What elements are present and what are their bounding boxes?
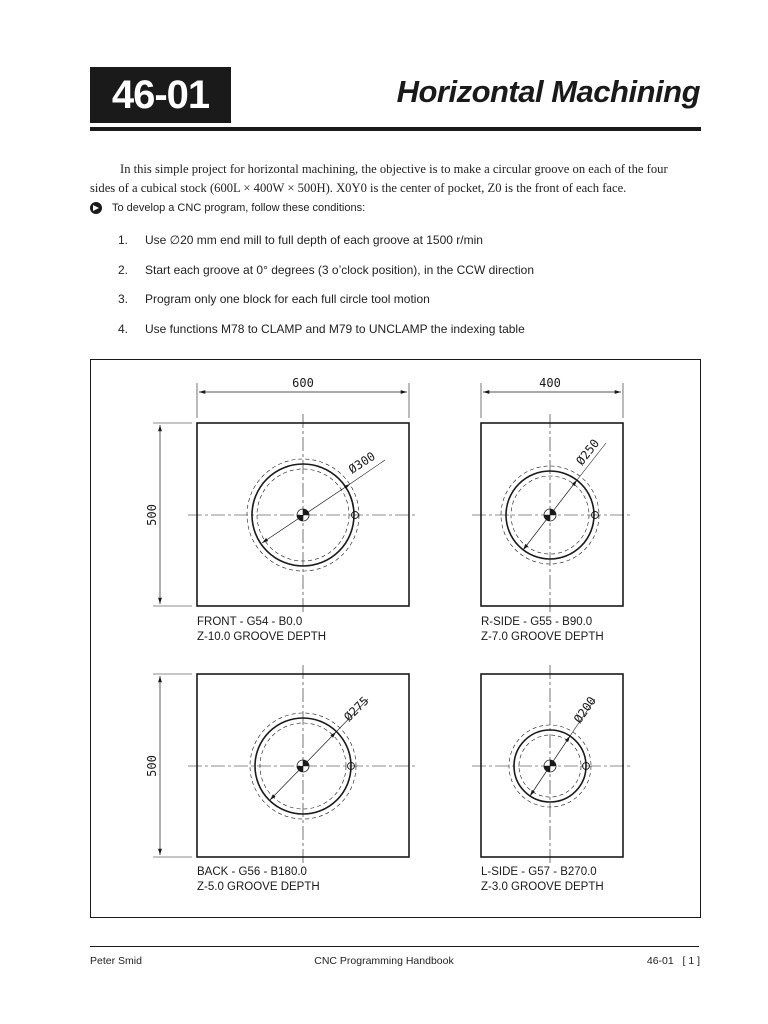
condition-number: 1. [118, 233, 129, 247]
bullet-text: To develop a CNC program, follow these conditions: [112, 202, 366, 214]
view-label-line2: Z-7.0 GROOVE DEPTH [481, 631, 604, 643]
footer-page-number: 46-01 [ 1 ] [646, 955, 700, 967]
footer-rule [90, 946, 699, 947]
intro-line-1: In this simple project for horizontal machining, the objective is to make a circular groove on each of the four [120, 162, 668, 176]
dim-height-top: 500 [145, 504, 159, 526]
diameter-label-back: Ø275 [341, 693, 372, 725]
view-label-line1: L-SIDE - G57 - B270.0 [481, 866, 597, 878]
l-side-view [472, 665, 632, 866]
condition-number: 3. [118, 292, 129, 306]
footer-book-title: CNC Programming Handbook [314, 955, 454, 967]
condition-number: 4. [118, 322, 129, 336]
intro-line-2: sides of a cubical stock (600L × 400W × 500H). X0Y0 is the center of pocket, Z0 is the front of each face. [90, 181, 627, 195]
view-label-lside [481, 865, 604, 895]
condition-text: Start each groove at 0° degrees (3 o’clock position), in the CCW direction [145, 263, 534, 277]
view-label-line1: R-SIDE - G55 - B90.0 [481, 616, 593, 628]
view-label-front [197, 615, 326, 645]
dim-height-bottom: 500 [145, 755, 159, 777]
r-side-view [472, 383, 632, 615]
view-label-line2: Z-5.0 GROOVE DEPTH [197, 881, 320, 893]
view-label-line1: BACK - G56 - B180.0 [197, 866, 307, 878]
view-label-back [197, 865, 320, 895]
view-label-rside [481, 615, 604, 645]
condition-text: Use ∅20 mm end mill to full depth of each groove at 1500 r/min [145, 233, 483, 247]
diameter-label-rside: Ø250 [573, 436, 603, 468]
view-label-line1: FRONT - G54 - B0.0 [197, 616, 303, 628]
front-view [153, 383, 418, 615]
dim-width-front: 600 [292, 376, 314, 390]
page-title: Horizontal Machining [396, 74, 700, 109]
condition-text: Program only one block for each full circle tool motion [145, 292, 430, 306]
exercise-number: 46-01 [90, 67, 231, 123]
view-label-line2: Z-10.0 GROOVE DEPTH [197, 631, 327, 643]
condition-text: Use functions M78 to CLAMP and M79 to UNCLAMP the indexing table [145, 322, 525, 336]
view-label-line2: Z-3.0 GROOVE DEPTH [481, 881, 604, 893]
footer-author: Peter Smid [90, 955, 142, 967]
back-view [153, 665, 418, 866]
diameter-label-front: Ø300 [346, 449, 378, 477]
diameter-label-lside: Ø200 [570, 694, 600, 726]
dim-width-rside: 400 [539, 376, 561, 390]
condition-number: 2. [118, 263, 129, 277]
